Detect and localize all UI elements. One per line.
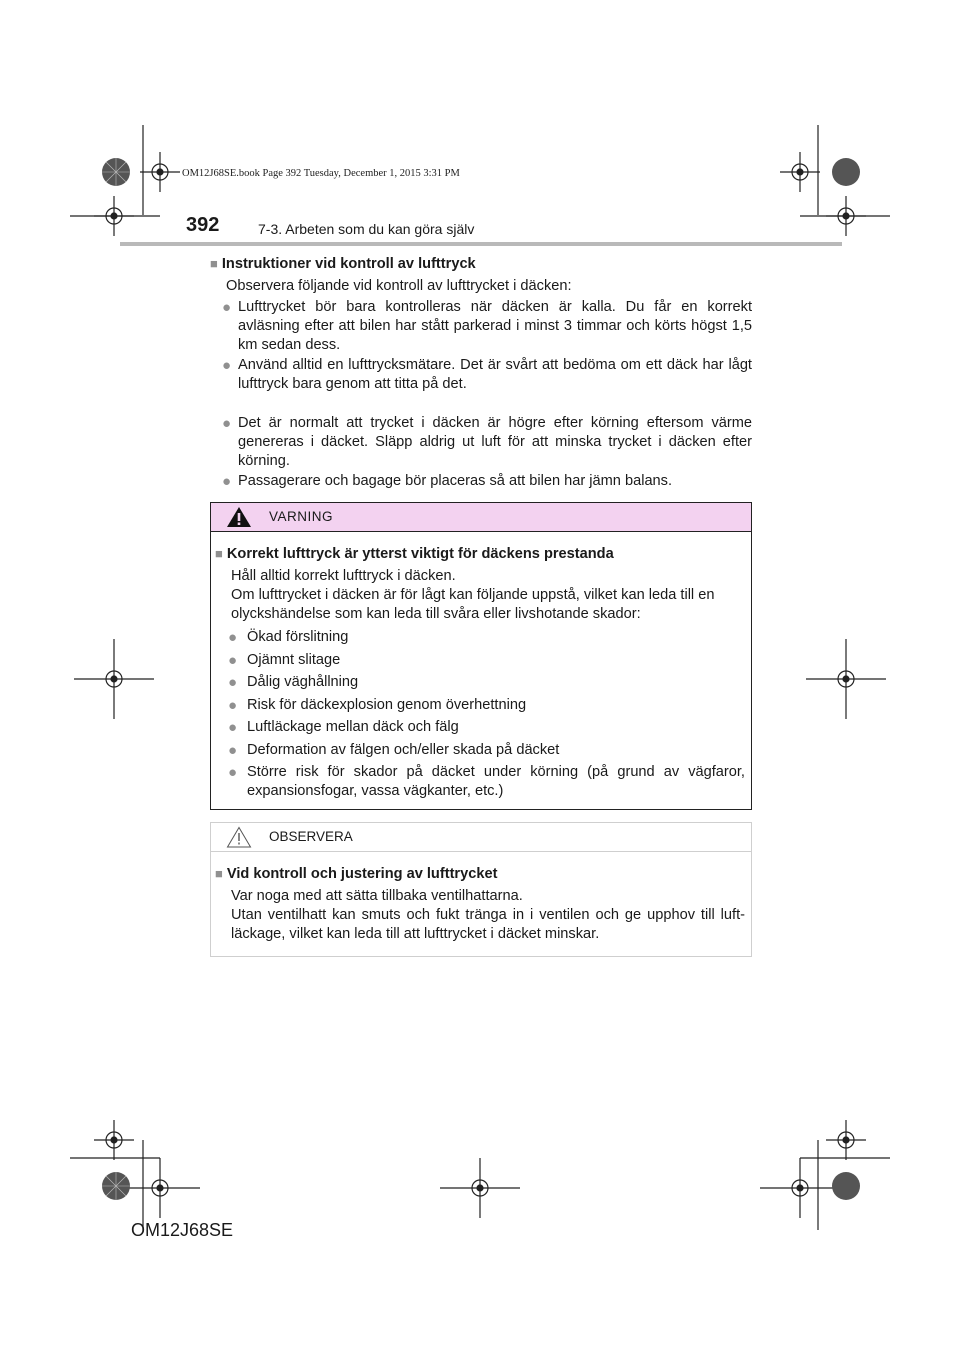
list-item-text: Ojämnt slitage [247,651,341,668]
list-item-text: Passagerare och bagage bör placeras så att bilen har jämn balans. [238,473,673,489]
square-bullet-icon: ■ [215,866,223,881]
footer-code: OM12J68SE [131,1220,234,1240]
list-item [215,651,745,670]
warning-body [215,544,745,805]
list-item [215,718,745,737]
warning-box [210,502,752,810]
list-item [222,414,752,471]
warning-label: VARNING [269,509,334,524]
page-number: 392 [186,214,220,236]
warning-list [215,628,745,801]
list-item [215,673,745,692]
list-item [215,628,745,647]
book-info: OM12J68SE.book Page 392 Tuesday, December 1, 2015 3:31 PM [182,168,460,179]
instructions-heading: Instruktioner vid kontroll av lufttryck [221,256,476,272]
bullet-dot-icon: ● [222,415,232,432]
bullet-dot-icon: ● [228,719,238,736]
list-item [222,356,752,394]
bullet-dot-icon: ● [228,696,238,714]
section-title: 7-3. Arbeten som du kan göra själv [258,221,475,237]
notice-line-1: Var noga med att sätta tillbaka ventilhattarna. [231,888,523,904]
instructions-heading-row [210,254,750,274]
list-item [222,472,752,491]
notice-heading: Vid kontroll och justering av lufttrycket [226,866,498,882]
warning-line-1: Håll alltid korrekt lufttryck i däcken. [231,568,456,584]
warning-header [211,503,751,532]
list-item-text: Risk för däckexplosion genom överhettning [247,696,527,713]
notice-line-2: Utan ventilhatt kan smuts och fukt tränga in i ventilen och ge upphov till luft-läckage, vilket kan leda till att lufttrycket i däcket minskar. [231,907,745,942]
bullet-dot-icon: ● [228,764,238,781]
warning-heading: Korrekt lufttryck är ytterst viktigt för däckens prestanda [226,546,614,562]
bullet-dot-icon: ● [228,741,238,759]
bullet-dot-icon: ● [222,473,232,490]
bullet-dot-icon: ● [228,651,238,669]
list-item-text: Dålig väghållning [247,674,359,690]
instructions-intro: Observera följande vid kontroll av lufttrycket i däcken: [226,278,572,294]
bullet-dot-icon: ● [222,357,232,374]
list-item-text: Lufttrycket bör bara kontrolleras när däcken är kalla. Du får en korrekt avläsning efter att bilen har stått parkerad i minst 3 timmar och körts högst 1,5 km sedan dess. [238,299,752,353]
notice-label: OBSERVERA [269,829,353,844]
list-item-text: Luftläckage mellan däck och fälg [247,719,459,735]
list-item-text: Använd alltid en lufttrycksmätare. Det är svårt att bedöma om ett däck har lågt lufttryck bara genom att titta på det. [238,357,752,392]
list-item-text: Ökad förslitning [247,629,349,645]
bullet-dot-icon: ● [222,299,232,316]
list-item-text: Större risk för skador på däcket under körning (på grund av vägfaror, expansionsfogar, vassa vägkanter, etc.) [247,764,745,799]
notice-header [211,823,751,852]
list-item [222,298,752,355]
notice-box [210,822,752,957]
list-item [215,696,745,715]
notice-body [215,864,745,944]
warning-triangle-icon [226,506,252,528]
caution-triangle-icon [226,826,252,848]
list-item-text: Deformation av fälgen och/eller skada på däcket [247,741,560,758]
header-rule [120,242,842,246]
bullet-dot-icon: ● [228,674,238,691]
square-bullet-icon: ■ [210,256,218,271]
square-bullet-icon: ■ [215,546,223,561]
bullet-dot-icon: ● [228,629,238,646]
instructions-section [210,254,750,296]
list-item-text: Det är normalt att trycket i däcken är högre efter körning eftersom värme genereras i däcket. Släpp aldrig ut luft för att minska trycket i däcken efter körning. [238,415,752,469]
list-item [215,763,745,801]
warning-line-2: Om lufttrycket i däcken är för lågt kan följande uppstå, vilket kan leda till en olyckshändelse som kan leda till svåra eller livshotande skador: [231,587,715,622]
list-item [215,741,745,760]
